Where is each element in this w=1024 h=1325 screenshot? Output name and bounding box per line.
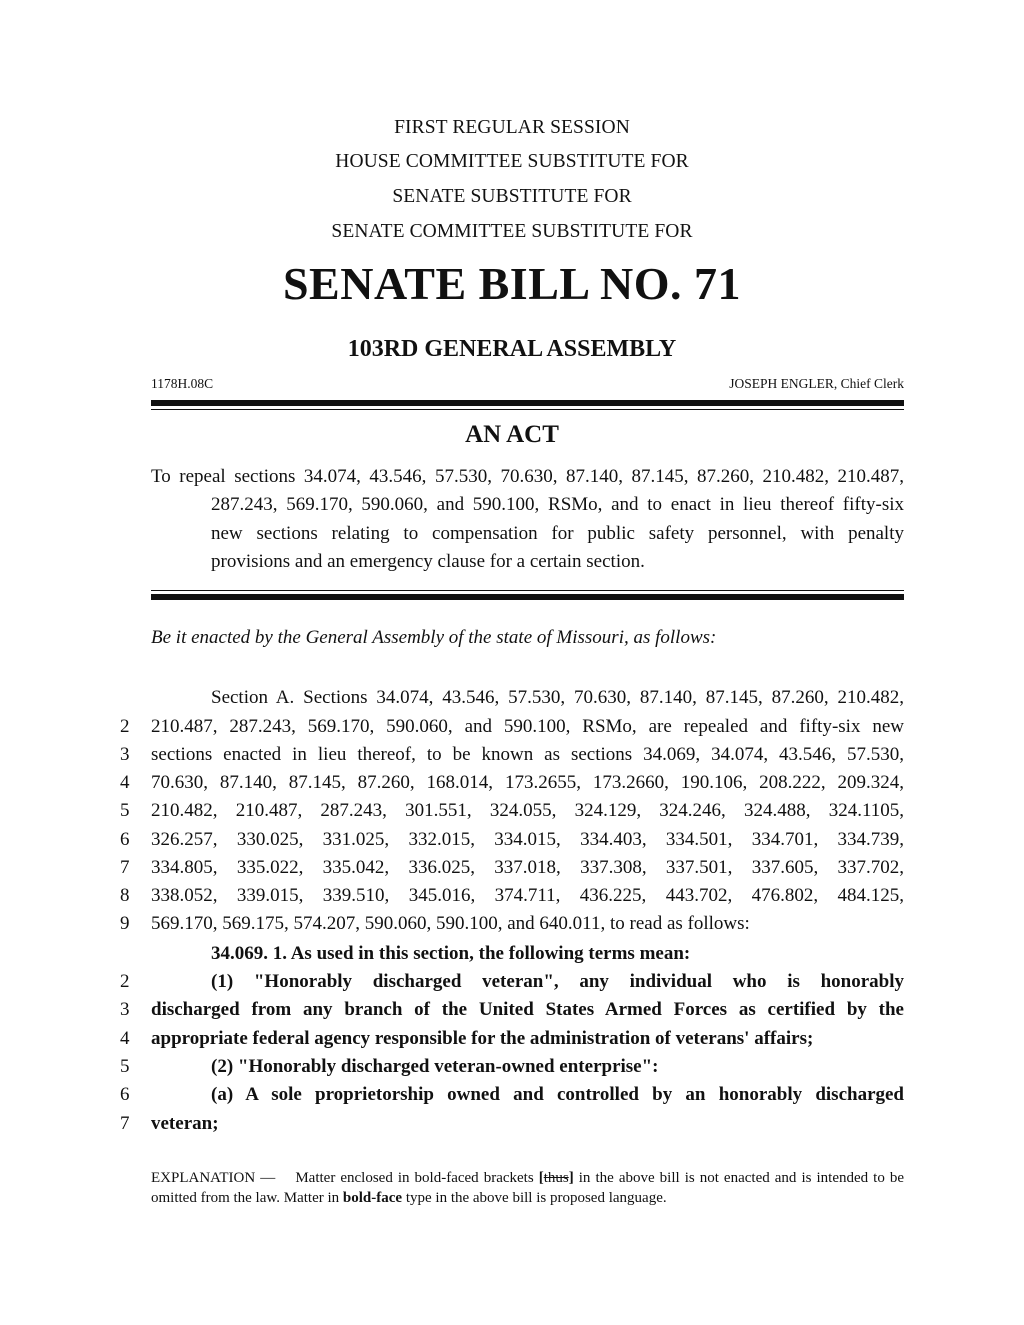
chief-clerk: JOSEPH ENGLER, Chief Clerk	[729, 376, 904, 391]
struck-example: thus	[543, 1170, 569, 1186]
line-number: 3	[120, 999, 130, 1020]
act-heading: AN ACT	[465, 421, 559, 448]
line-number: 2	[120, 716, 130, 737]
header-rule-thin	[151, 409, 904, 410]
section-a-line-7: 334.805, 335.022, 335.042, 336.025, 337.018, 337.308, 337.501, 337.605, 337.702,	[151, 857, 904, 878]
bracket-open: [	[538, 1170, 544, 1186]
line-number: 8	[120, 885, 130, 906]
explanation-part-3: type in the above bill is proposed language.	[405, 1190, 667, 1206]
line-number: 5	[120, 1056, 130, 1077]
section-34069-line-1: 34.069. 1. As used in this section, the following terms mean:	[211, 943, 691, 964]
line-number: 5	[120, 800, 130, 821]
section-a-line-9: 569.170, 569.175, 574.207, 590.060, 590.100, and 640.011, to read as follows:	[151, 913, 750, 934]
assembly-name: 103RD GENERAL ASSEMBLY	[347, 336, 677, 362]
section-a-line-8: 338.052, 339.015, 339.510, 345.016, 374.711, 436.225, 443.702, 476.802, 484.125,	[151, 885, 904, 906]
section-34069-line-3: discharged from any branch of the United States Armed Forces as certified by the	[151, 999, 904, 1020]
act-line-1: To repeal sections 34.074, 43.546, 57.530, 70.630, 87.140, 87.145, 87.260, 210.482, 210.487,	[151, 466, 904, 487]
bold-face-example: bold-face	[342, 1190, 403, 1206]
explanation-note	[151, 1168, 904, 1208]
act-rule-thin	[151, 590, 904, 591]
document-code: 1178H.08C	[151, 376, 214, 391]
section-a-line-4: 70.630, 87.140, 87.145, 87.260, 168.014, 173.2655, 173.2660, 190.106, 208.222, 209.324,	[151, 772, 904, 793]
enacting-clause: Be it enacted by the General Assembly of the state of Missouri, as follows:	[151, 627, 717, 648]
section-a-line-6: 326.257, 330.025, 331.025, 332.015, 334.015, 334.403, 334.501, 334.701, 334.739,	[151, 829, 904, 850]
section-34069-line-6: (a) A sole proprietorship owned and controlled by an honorably discharged	[211, 1084, 904, 1105]
line-number: 3	[120, 744, 130, 765]
act-line-3: new sections relating to compensation for public safety personnel, with penalty	[211, 523, 904, 544]
substitute-line-2: SENATE SUBSTITUTE FOR	[392, 186, 632, 207]
act-rule-thick	[151, 594, 904, 600]
explanation-part-2: in the above bill is not enacted and is intended to be omitted from the law. Matter in	[151, 1170, 905, 1206]
substitute-line-3: SENATE COMMITTEE SUBSTITUTE FOR	[331, 221, 693, 242]
explanation-label: EXPLANATION —	[151, 1170, 276, 1186]
line-number: 4	[120, 1028, 130, 1049]
section-34069-line-2: (1) "Honorably discharged veteran", any individual who is honorably	[211, 971, 904, 992]
section-a-line-2: 210.487, 287.243, 569.170, 590.060, and 590.100, RSMo, are repealed and fifty-six new	[151, 716, 904, 737]
section-34069-line-4: appropriate federal agency responsible for the administration of veterans' affairs;	[151, 1028, 814, 1049]
explanation-part-1: Matter enclosed in bold-faced brackets	[295, 1170, 534, 1186]
header-rule-thick	[151, 400, 904, 406]
line-number: 7	[120, 1113, 130, 1134]
session-line: FIRST REGULAR SESSION	[394, 117, 630, 138]
line-number: 6	[120, 829, 130, 850]
act-line-2: 287.243, 569.170, 590.060, and 590.100, RSMo, and to enact in lieu thereof fifty-six	[211, 494, 904, 515]
line-number: 9	[120, 913, 130, 934]
line-number: 2	[120, 971, 130, 992]
line-number: 7	[120, 857, 130, 878]
section-34069-line-5: (2) "Honorably discharged veteran-owned enterprise":	[211, 1056, 659, 1077]
section-34069-line-7: veteran;	[151, 1113, 219, 1134]
section-a-line-3: sections enacted in lieu thereof, to be known as sections 34.069, 34.074, 43.546, 57.530,	[151, 744, 904, 765]
line-number: 4	[120, 772, 130, 793]
section-a-line-1: Section A. Sections 34.074, 43.546, 57.530, 70.630, 87.140, 87.145, 87.260, 210.482,	[211, 687, 904, 708]
line-number: 6	[120, 1084, 130, 1105]
section-a-line-5: 210.482, 210.487, 287.243, 301.551, 324.055, 324.129, 324.246, 324.488, 324.1105,	[151, 800, 904, 821]
bracket-close: ]	[568, 1170, 574, 1186]
substitute-line-1: HOUSE COMMITTEE SUBSTITUTE FOR	[335, 151, 689, 172]
bill-title: SENATE BILL NO. 71	[282, 258, 742, 309]
act-line-4: provisions and an emergency clause for a certain section.	[211, 551, 645, 572]
